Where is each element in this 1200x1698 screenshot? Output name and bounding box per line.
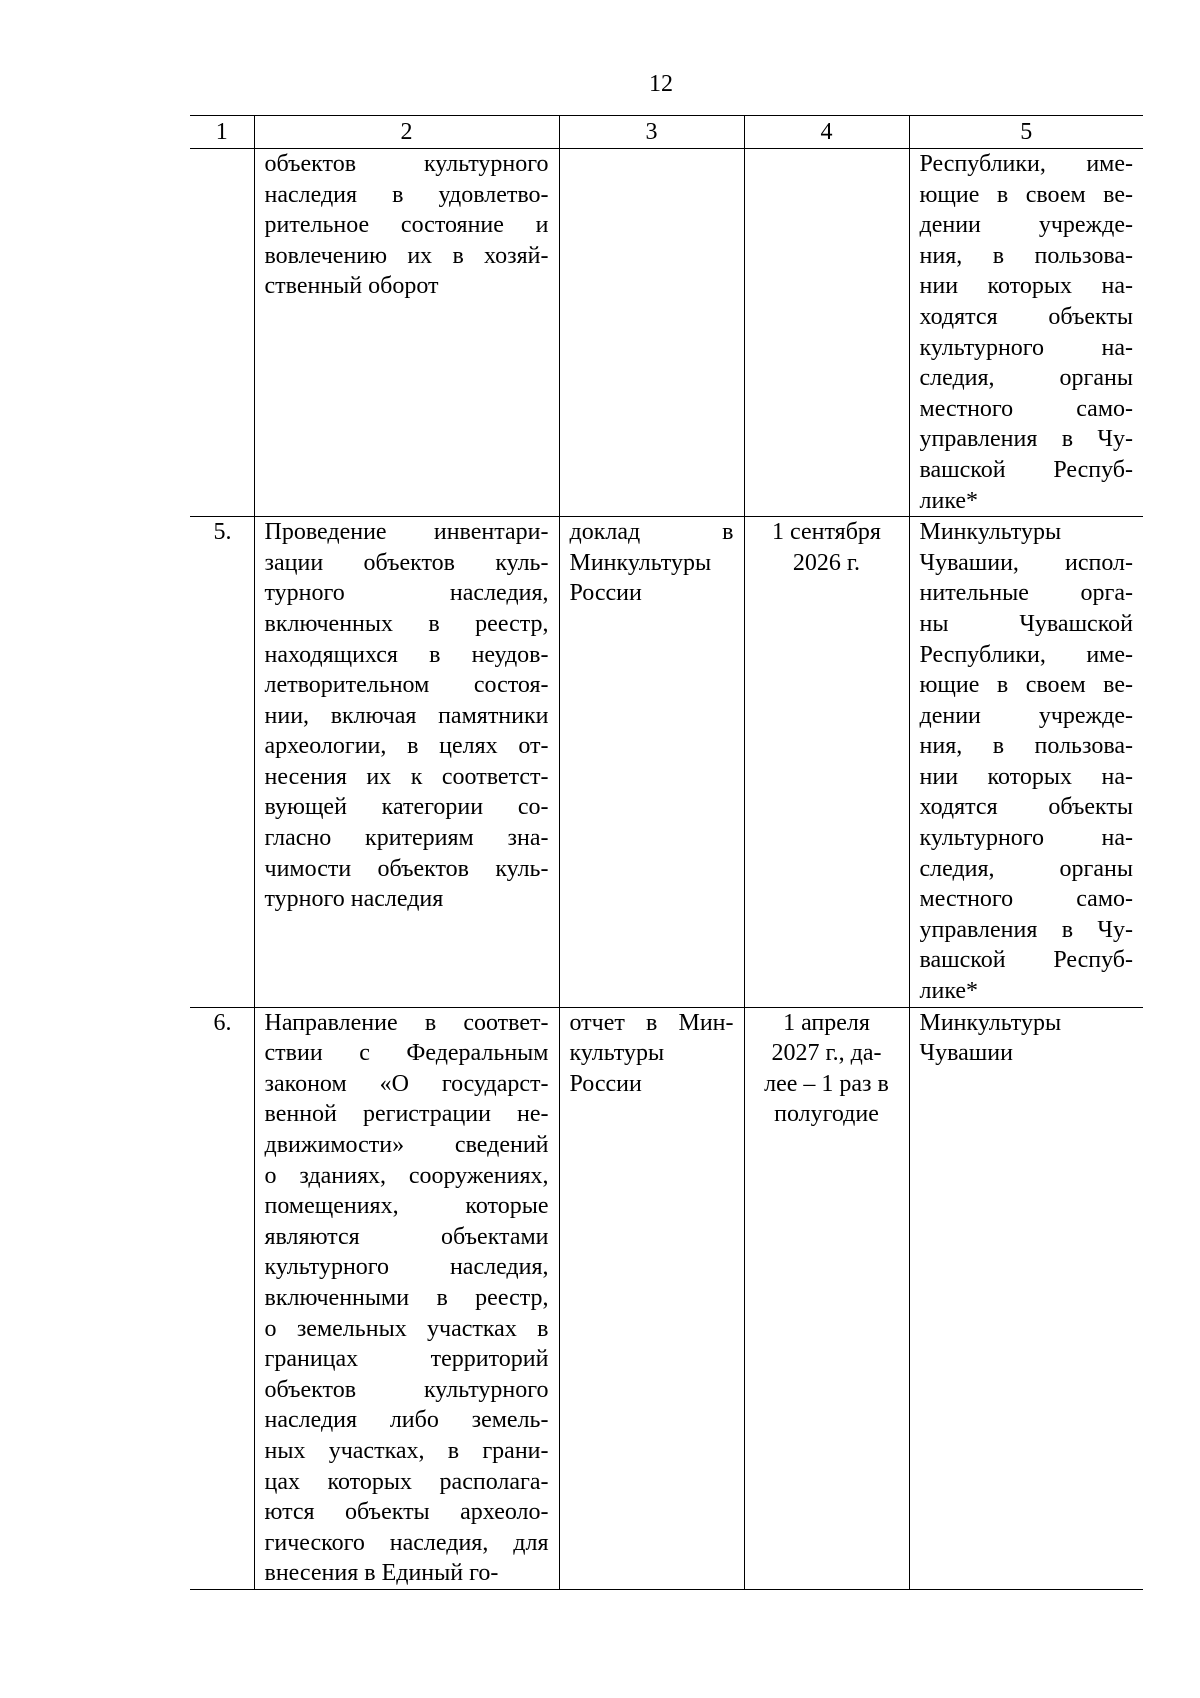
cell-line: следия, органы — [919, 855, 1133, 882]
header-row — [190, 116, 1143, 149]
responsible-cell — [909, 149, 1143, 517]
cell-line: цах которых располага- — [264, 1468, 549, 1495]
cell-line: Чувашии, испол- — [919, 549, 1133, 576]
page-number: 12 — [649, 71, 673, 97]
cell-line: 2026 г. — [792, 549, 861, 576]
cell-line: лее – 1 раз в — [764, 1070, 889, 1097]
cell-line: находящихся в неудов- — [264, 641, 549, 668]
cell-line: культурного на- — [919, 334, 1133, 361]
cell-line: движимости» сведений — [264, 1132, 549, 1158]
result-cell — [559, 1007, 744, 1589]
cell-line: 1 апреля — [783, 1009, 870, 1036]
cell-line: турного наследия, — [264, 580, 549, 607]
cell-line: ющие в своем ве- — [919, 672, 1133, 699]
cell-line: вующей категории со- — [264, 794, 549, 821]
result-cell — [559, 149, 744, 517]
cell-line: лике* — [919, 978, 979, 1005]
cell-line: рительное состояние и — [264, 212, 549, 239]
measures-table — [190, 115, 1143, 1590]
cell-line: Минкультуры — [919, 519, 1062, 546]
table-row — [190, 149, 1143, 517]
deadline-cell — [744, 1007, 909, 1589]
cell-line: внесения в Единый го- — [264, 1560, 499, 1587]
cell-line: чимости объектов куль- — [264, 855, 549, 882]
cell-line: являются объектами — [264, 1223, 549, 1250]
cell-line: границах территорий — [264, 1346, 549, 1373]
cell-line: ных участках, в грани- — [264, 1437, 549, 1464]
cell-line: управления в Чу- — [919, 426, 1133, 453]
cell-line: ходятся объекты — [919, 794, 1133, 821]
header-col-5: 5 — [909, 116, 1143, 149]
cell-line: России — [569, 580, 642, 607]
cell-line: вашской Респуб- — [919, 456, 1133, 483]
cell-line: России — [569, 1070, 642, 1097]
cell-line: Республики, име- — [919, 151, 1133, 177]
measure-cell — [254, 517, 559, 1008]
cell-line: дении учрежде- — [919, 702, 1133, 729]
cell-line: ствии с Федеральным — [264, 1040, 549, 1067]
cell-line: нии, включая памятники — [264, 702, 549, 729]
cell-line: культурного на- — [919, 825, 1133, 852]
cell-line: вашской Респуб- — [919, 947, 1133, 974]
cell-line: наследия либо земель- — [264, 1407, 549, 1434]
deadline-cell — [744, 149, 909, 517]
measure-cell — [254, 149, 559, 517]
cell-line: венной регистрации не- — [264, 1101, 549, 1128]
cell-line: следия, органы — [919, 365, 1133, 392]
cell-line: культуры — [569, 1040, 665, 1067]
cell-line: дении учрежде- — [919, 212, 1133, 239]
row-number: 5. — [190, 517, 254, 1008]
header-col-2: 2 — [254, 116, 559, 149]
row-number: 6. — [190, 1007, 254, 1589]
cell-line: Направление в соответ- — [264, 1009, 549, 1036]
cell-line: местного само- — [919, 886, 1133, 913]
cell-line: Минкультуры — [919, 1009, 1062, 1036]
cell-line: объектов культурного — [264, 151, 549, 177]
cell-line: 1 сентября — [772, 519, 881, 546]
table-row — [190, 517, 1143, 1008]
cell-line: Минкультуры — [569, 549, 712, 576]
cell-line: ния, в пользова- — [919, 733, 1133, 760]
cell-line: культурного наследия, — [264, 1254, 549, 1281]
cell-line: вовлечению их в хозяй- — [264, 242, 549, 269]
cell-line: Чувашии — [919, 1040, 1013, 1067]
cell-line: ны Чувашской — [919, 610, 1133, 637]
cell-line: нии которых на- — [919, 763, 1133, 790]
deadline-cell — [744, 517, 909, 1008]
cell-line: объектов культурного — [264, 1376, 549, 1403]
cell-line: полугодие — [774, 1101, 879, 1128]
cell-line: о земельных участках в — [264, 1315, 549, 1342]
cell-line: о зданиях, сооружениях, — [264, 1162, 549, 1189]
cell-line: турного наследия — [264, 886, 444, 913]
cell-line: наследия в удовлетво- — [264, 181, 549, 208]
header-col-3: 3 — [559, 116, 744, 149]
cell-line: летворительном состоя- — [264, 672, 549, 699]
cell-line: Проведение инвентари- — [264, 519, 549, 546]
cell-line: ходятся объекты — [919, 303, 1133, 330]
responsible-cell — [909, 1007, 1143, 1589]
measure-cell — [254, 1007, 559, 1589]
cell-line: управления в Чу- — [919, 916, 1133, 943]
cell-line: ющие в своем ве- — [919, 181, 1133, 208]
cell-line: Республики, име- — [919, 641, 1133, 668]
cell-line: доклад в — [569, 519, 734, 546]
cell-line: помещениях, которые — [264, 1193, 549, 1220]
cell-line: лике* — [919, 487, 979, 514]
cell-line: 2027 г., да- — [771, 1040, 882, 1067]
cell-line: гласно критериям зна- — [264, 825, 549, 852]
result-cell — [559, 517, 744, 1008]
header-col-1: 1 — [190, 116, 254, 149]
cell-line: зации объектов куль- — [264, 549, 549, 576]
cell-line: несения их к соответст- — [264, 763, 549, 790]
cell-line: включенными в реестр, — [264, 1284, 549, 1311]
cell-line: нительные орга- — [919, 580, 1133, 607]
cell-line: ственный оборот — [264, 273, 439, 300]
cell-line: отчет в Мин- — [569, 1009, 734, 1036]
row-number — [190, 149, 254, 517]
cell-line: гического наследия, для — [264, 1529, 549, 1556]
cell-line: нии которых на- — [919, 273, 1133, 300]
cell-line: ются объекты археоло- — [264, 1499, 549, 1526]
cell-line: включенных в реестр, — [264, 610, 549, 637]
cell-line: ния, в пользова- — [919, 242, 1133, 269]
cell-line: археологии, в целях от- — [264, 733, 549, 760]
cell-line: местного само- — [919, 395, 1133, 422]
table-row — [190, 1007, 1143, 1589]
cell-line: законом «О государст- — [264, 1070, 549, 1097]
responsible-cell — [909, 517, 1143, 1008]
header-col-4: 4 — [744, 116, 909, 149]
